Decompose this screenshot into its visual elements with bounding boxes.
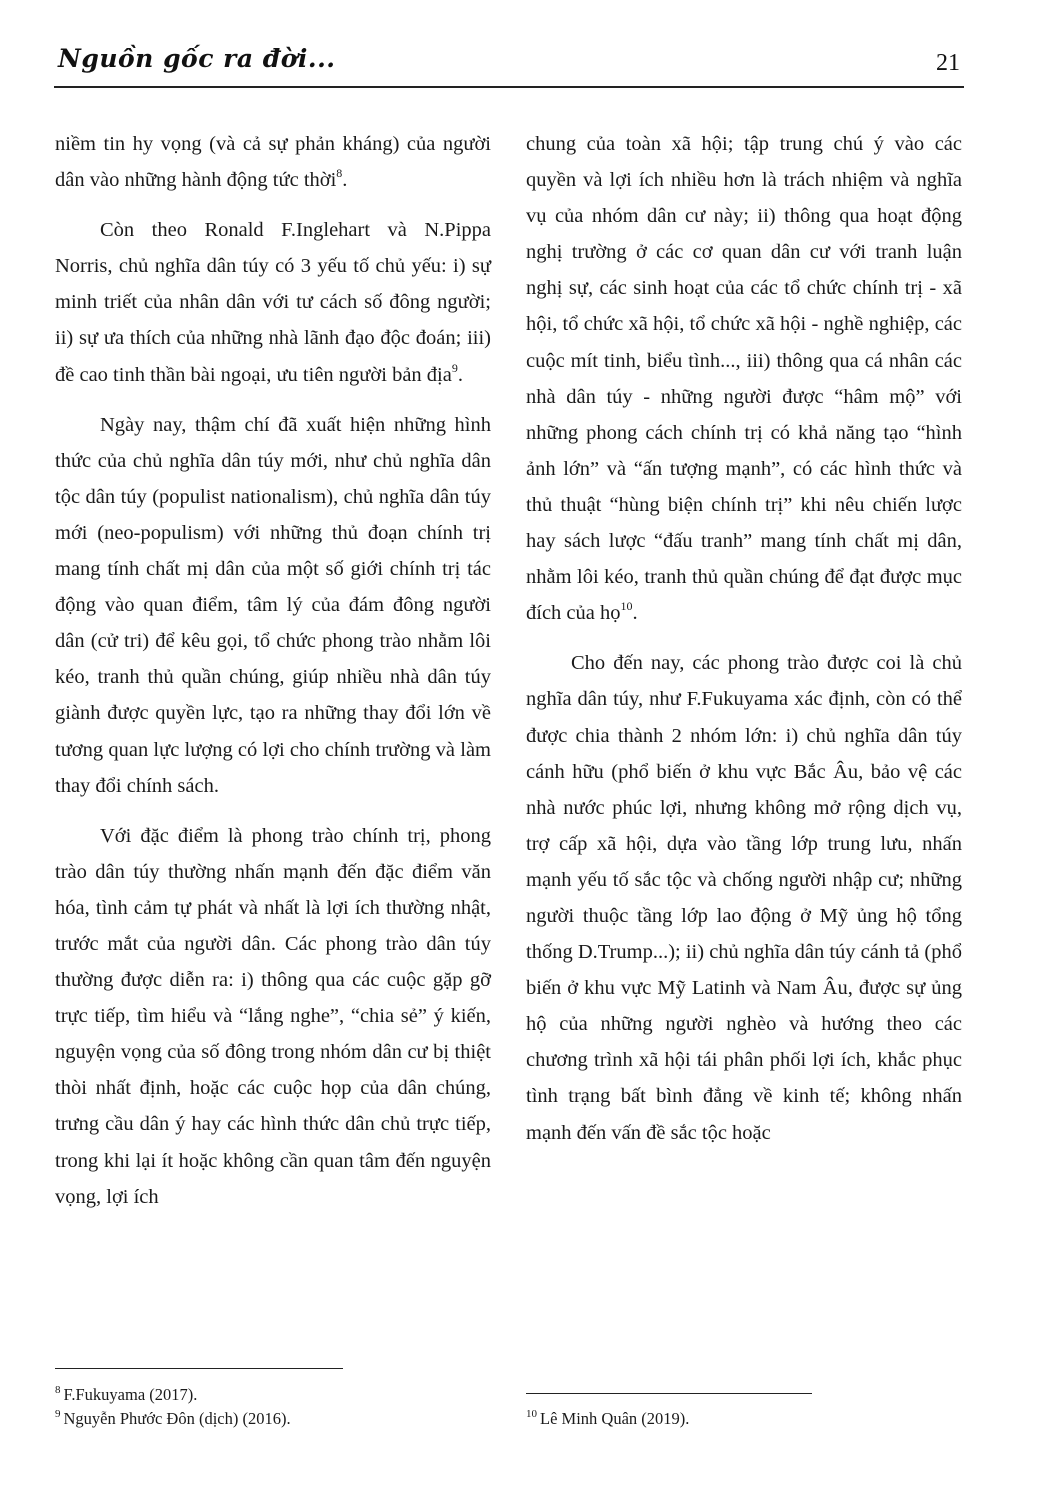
footnotes-left [55,1383,491,1431]
paragraph [55,212,491,392]
footnote [55,1383,491,1407]
paragraph-tail: . [342,169,348,192]
paragraph-text: Còn theo Ronald F.Inglehart và N.Pippa Norris, chủ nghĩa dân túy có 3 yếu tố chủ yếu: i) sự minh triết của nhân dân với tư cách số đông người; ii) sự ưa thích của những nhà lãnh đạo độc đoán; iii) đề cao tinh thần bài ngoại, ưu tiên người bản địa [55,219,491,386]
footnote-number: 10 [526,1408,537,1420]
footnote-ref: 10 [620,599,633,614]
footnote-number: 8 [55,1384,61,1396]
running-title: Nguồn gốc ra đời... [58,44,336,73]
footnote-text: Lê Minh Quân (2019). [540,1409,690,1428]
paragraph-tail: . [457,363,463,386]
paragraph-tail: . [632,602,638,625]
footnote-ref: 9 [451,360,458,375]
footnote-number: 9 [55,1408,61,1420]
left-column [55,126,491,1229]
footnote-text: Nguyễn Phước Đôn (dịch) (2016). [63,1409,291,1428]
footnotes-right [526,1407,962,1431]
footnote-text: F.Fukuyama (2017). [63,1385,198,1404]
right-column [526,126,962,1165]
paragraph: Ngày nay, thậm chí đã xuất hiện những hình thức của chủ nghĩa dân túy mới, như chủ nghĩa dân tộc dân túy (populist nationalism), chủ nghĩa dân túy mới (neo-populism) với những thủ đoạn chính trị mang tính chất mị dân của một số giới chính trị tác động vào quan điểm, tâm lý của đám đông người dân (cử tri) để kêu gọi, tổ chức phong trào nhằm lôi kéo, tranh thủ quần chúng, giúp nhiều nhà dân túy giành được quyền lực, tạo ra những thay đổi lớn về tương quan lực lượng có lợi cho chính trường và làm thay đổi chính sách. [55,413,491,797]
running-header [54,40,964,88]
footnote [55,1407,491,1431]
footnote-ref: 8 [336,166,343,181]
header-rule [54,86,964,88]
footnote [526,1407,962,1431]
paragraph [55,126,491,198]
paragraph-text: niềm tin hy vọng (và cả sự phản kháng) của người dân vào những hành động tức thời [55,133,491,192]
paragraph [526,126,962,631]
footnote-rule [526,1393,812,1394]
paragraph: Với đặc điểm là phong trào chính trị, phong trào dân túy thường nhấn mạnh đến đặc điểm văn hóa, tình cảm tự phát và nhất là lợi ích thường nhật, trước mắt của người dân. Các phong trào dân túy thường được diễn ra: i) thông qua các cuộc gặp gỡ trực tiếp, tìm hiểu và “lắng nghe”, “chia sẻ” ý kiến, nguyện vọng của số đông trong nhóm dân cư bị thiệt thòi nhất định, hoặc các cuộc họp của dân chúng, trưng cầu dân ý hay các hình thức dân chủ trực tiếp, trong khi lại ít hoặc không cần quan tâm đến nguyện vọng, lợi ích [55,824,491,1208]
paragraph: Cho đến nay, các phong trào được coi là chủ nghĩa dân túy, như F.Fukuyama xác định, còn có thể được chia thành 2 nhóm lớn: i) chủ nghĩa dân túy cánh hữu (phổ biến ở khu vực Bắc Âu, bảo vệ các nhà nước phúc lợi, nhưng không mở rộng dịch vụ, trợ cấp xã hội, dựa vào tầng lớp trung lưu, nhấn mạnh yếu tố sắc tộc và chống người nhập cư; những người thuộc tầng lớp lao động ở Mỹ ủng hộ tổng thống D.Trump...); ii) chủ nghĩa dân túy cánh tả (phổ biến ở khu vực Mỹ Latinh và Nam Âu, được sự ủng hộ của những người nghèo và hướng theo các chương trình xã hội tái phân phối lợi ích, khắc phục tình trạng bất bình đẳng về kinh tế; không nhấn mạnh đến vấn đề sắc tộc hoặc [526,652,962,1144]
page-number: 21 [936,50,960,76]
footnote-rule [55,1368,343,1369]
paragraph-text: chung của toàn xã hội; tập trung chú ý vào các quyền và lợi ích nhiều hơn là trách nhiệm và nghĩa vụ của nhóm dân cư này; ii) thông qua hoạt động nghị trường ở các cơ quan dân cư với tranh luận nghị sự, các sinh hoạt của các tổ chức chính trị - xã hội, tổ chức xã hội, tổ chức xã hội - nghề nghiệp, các cuộc mít tinh, biểu tình..., iii) thông qua cá nhân các nhà dân túy - những người được “hâm mộ” với những phong cách chính trị có khả năng tạo “hình ảnh lớn” và “ấn tượng mạnh”, có các hình thức và thủ thuật “hùng biện chính trị” khi nêu chiến lược hay sách lược “đấu tranh” mang tính chất mị dân, nhằm lôi kéo, tranh thủ quần chúng để đạt được mục đích của họ [526,133,962,625]
